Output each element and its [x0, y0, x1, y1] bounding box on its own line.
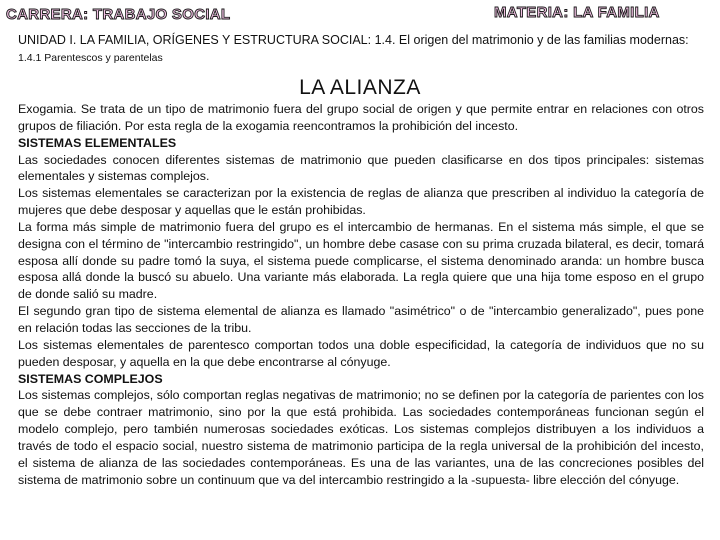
- unit-label: UNIDAD I. LA FAMILIA, ORÍGENES Y ESTRUCTURA SOCIAL:: [18, 33, 372, 47]
- career-header: CARRERA: TRABAJO SOCIAL: [6, 6, 231, 23]
- paragraph-sistemas-complejos: Los sistemas complejos, sólo comportan reglas negativas de matrimonio; no se definen por la categoría de parientes con los que se debe contraer matrimonio, sino por la que está prohibida. Las sociedades contemporáneas funcionan según el modelo complejo, pero también numerosas sociedades exóticas. Los sistemas complejos distribuyen a los individuos a través de todo el espacio social, nuestro sistema de matrimonio participa de la regla universal de la prohibición del incesto, el sistema de alianza de las sociedades contemporáneas. Es una de las variantes, una de las concreciones posibles del sistema de matrimonio sobre un continuum que va del intercambio restringido a la -supuesta- libre elección del cónyuge.: [18, 388, 704, 487]
- paragraph-sistemas-elementales: Los sistemas elementales se caracterizan por la existencia de reglas de alianza que prescriben al individuo la categoría de mujeres que debe desposar y aquellas que le están prohibidas.: [18, 186, 704, 218]
- unit-heading: [18, 32, 708, 67]
- subject-header: MATERIA: LA FAMILIA: [494, 4, 660, 21]
- paragraph-sociedades: Las sociedades conocen diferentes sistemas de matrimonio que pueden clasificarse en dos tipos principales: sistemas elementales y sistemas complejos.: [18, 152, 704, 184]
- unit-subtopic: 1.4.1 Parentescos y parentelas: [18, 52, 163, 64]
- unit-topic: 1.4. El origen del matrimonio y de las familias modernas:: [371, 33, 689, 47]
- section-heading-elementales: SISTEMAS ELEMENTALES: [18, 135, 177, 150]
- paragraph-exogamia: Exogamia. Se trata de un tipo de matrimonio fuera del grupo social de origen y que permite entrar en relaciones con otros grupos de filiación. Por esta regla de la exogamia reencontramos la prohibición del incesto.: [18, 102, 704, 133]
- section-heading-complejos: SISTEMAS COMPLEJOS: [18, 371, 163, 386]
- paragraph-forma-simple: La forma más simple de matrimonio fuera del grupo es el intercambio de hermanas. En el sistema más simple, el que se designa con el término de "intercambio restringido", un hombre debe casase con su prima cruzada bilateral, es decir, tomará esposa allí donde su padre tomó la suya, el sistema puede complicarse, el sistema denominado aranda: un hombre busca esposa allá donde la buscó su abuelo. Una variante más elaborada. La regla quiere que una hija tome esposo en el grupo de donde salió su madre.: [18, 219, 704, 302]
- document-body: [18, 101, 704, 488]
- paragraph-segundo-tipo: El segundo gran tipo de sistema elemental de alianza es llamado "asimétrico" o de "intercambio generalizado", pues pone en relación todas las secciones de la tribu.: [18, 304, 704, 335]
- page-title: LA ALIANZA: [299, 76, 421, 99]
- paragraph-especificidad: Los sistemas elementales de parentesco comportan todos una doble especificidad, la categoría de individuos que no su pueden desposar, y aquella en la que debe encontrarse al cónyuge.: [18, 337, 704, 369]
